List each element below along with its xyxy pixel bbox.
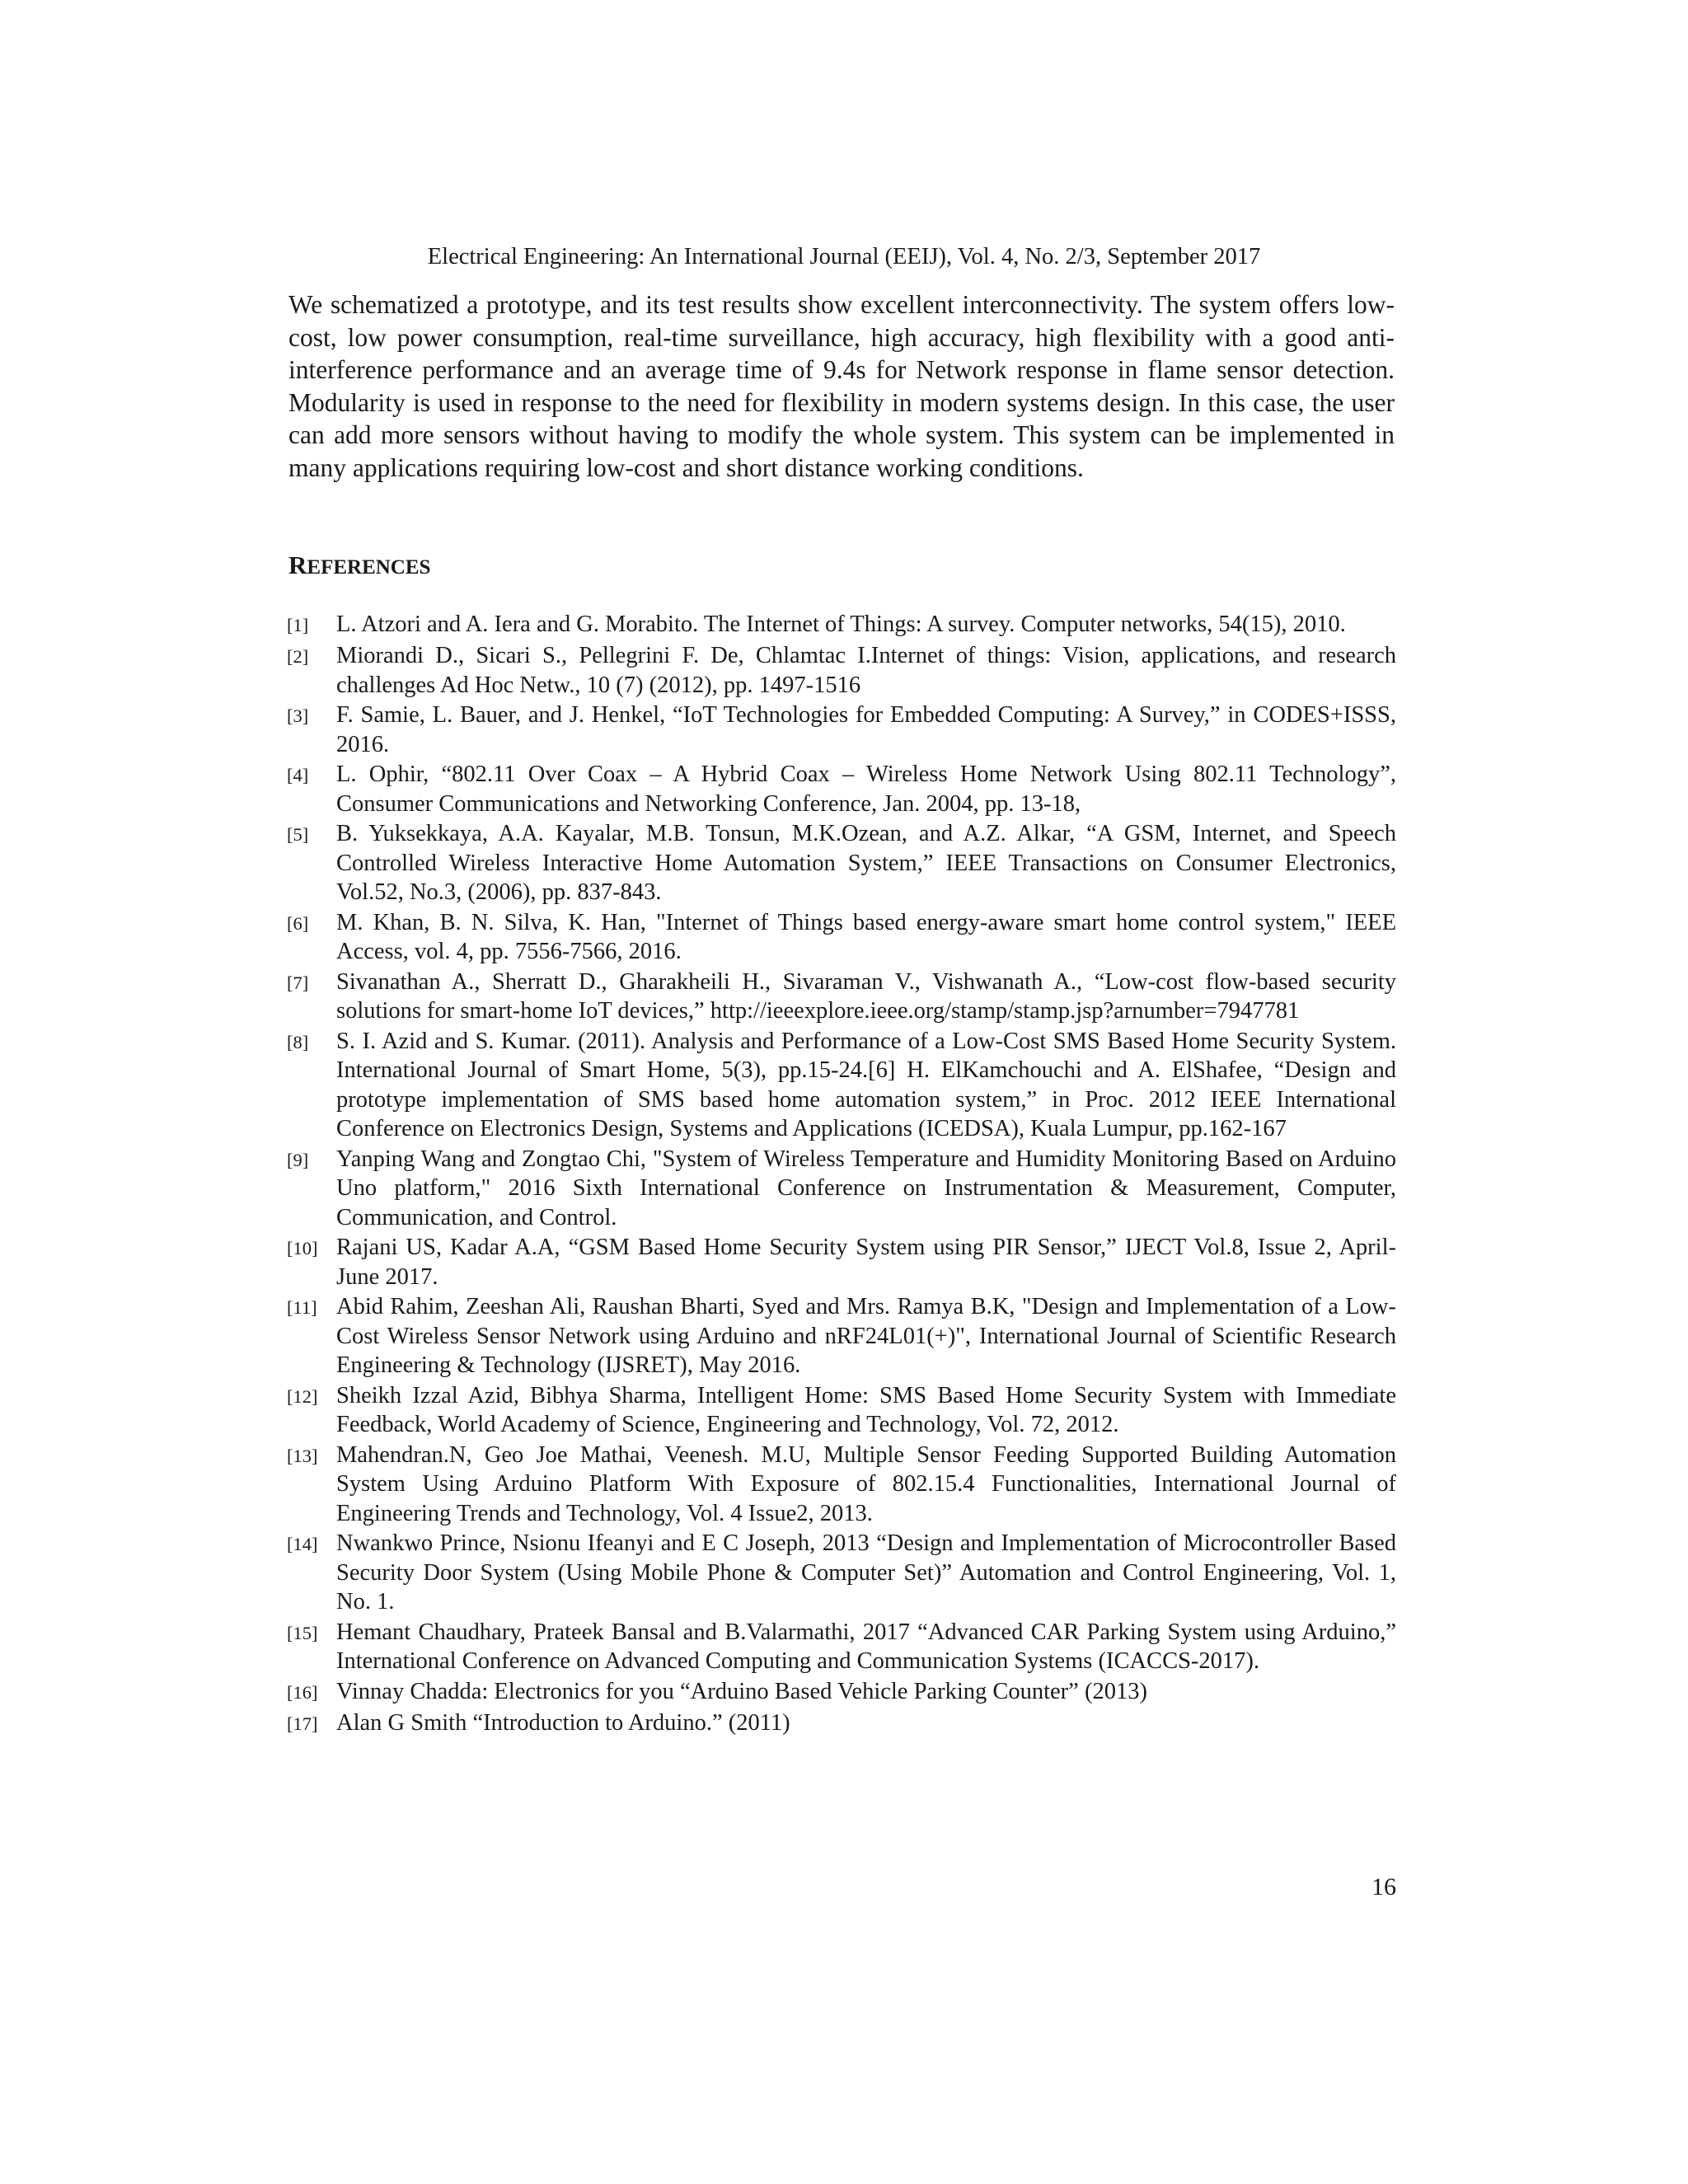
reference-item [287, 1677, 1396, 1708]
reference-text: M. Khan, B. N. Silva, K. Han, "Internet of Things based energy-aware smart home control system," IEEE Access, vol. 4, pp. 7556-7566, 2016. [336, 909, 1396, 964]
reference-item [287, 641, 1396, 700]
reference-item [287, 819, 1396, 907]
reference-item [287, 1708, 1396, 1739]
reference-text: Sivanathan A., Sherratt D., Gharakheili H., Sivaraman V., Vishwanath A., “Low-cost flow-based security solutions for smart-home IoT devices,” http://ieeexplore.ieee.org/stamp/stamp.jsp?arnumber=7947781 [336, 968, 1396, 1024]
reference-text: Hemant Chaudhary, Prateek Bansal and B.Valarmathi, 2017 “Advanced CAR Parking System using Arduino,” International Conference on Advanced Computing and Communication Systems (ICACCS-2017). [336, 1619, 1396, 1674]
reference-text: L. Ophir, “802.11 Over Coax – A Hybrid Coax – Wireless Home Network Using 802.11 Technology”, Consumer Communications and Networking Conference, Jan. 2004, pp. 13-18, [336, 762, 1396, 817]
reference-item [287, 610, 1396, 640]
reference-item [287, 1292, 1396, 1380]
reference-item [287, 701, 1396, 759]
reference-text: Vinnay Chadda: Electronics for you “Arduino Based Vehicle Parking Counter” (2013) [336, 1678, 1147, 1704]
reference-number: [1] [287, 615, 309, 635]
reference-number: [14] [287, 1534, 318, 1554]
reference-number: [3] [287, 705, 309, 726]
reference-number: [16] [287, 1681, 318, 1703]
reference-item [287, 760, 1396, 818]
reference-text: Abid Rahim, Zeeshan Ali, Raushan Bharti, Syed and Mrs. Ramya B.K, "Design and Implementation of a Low-Cost Wireless Sensor Network using Arduino and nRF24L01(+)", International Journal of Scientific Research Engineering & Technology (IJSRET), May 2016. [336, 1294, 1396, 1378]
reference-item [287, 1233, 1396, 1291]
reference-number: [13] [287, 1445, 318, 1466]
reference-text: Sheikh Izzal Azid, Bibhya Sharma, Intelligent Home: SMS Based Home Security System with Immediate Feedback, World Academy of Science, Engineering and Technology, Vol. 72, 2012. [336, 1382, 1396, 1437]
reference-number: [12] [287, 1385, 318, 1407]
reference-text: Miorandi D., Sicari S., Pellegrini F. De, Chlamtac I.Internet of things: Vision, applications, and research challenges Ad Hoc Netw., 10 (7) (2012), pp. 1497-1516 [336, 643, 1396, 698]
reference-text: Rajani US, Kadar A.A, “GSM Based Home Security System using PIR Sensor,” IJECT Vol.8, Issue 2, April-June 2017. [336, 1235, 1396, 1290]
conclusion-paragraph: We schematized a prototype, and its test results show excellent interconnectivity. The system offers low-cost, low power consumption, real-time surveillance, high accuracy, high flexibility with a good anti-interference performance and an average time of 9.4s for Network response in flame sensor detection. Modularity is used in response to the need for flexibility in modern systems design. In this case, the user can add more sensors without having to modify the whole system. This system can be implemented in many applications requiring low-cost and short distance working conditions. [288, 290, 1395, 482]
reference-item [287, 1381, 1396, 1440]
reference-number: [8] [287, 1031, 309, 1052]
reference-item [287, 908, 1396, 967]
reference-number: [4] [287, 765, 309, 785]
reference-item [287, 1027, 1396, 1144]
reference-number: [2] [287, 646, 309, 667]
references-heading-initial: R [288, 551, 307, 579]
reference-number: [7] [287, 972, 309, 993]
reference-list [287, 610, 1396, 1740]
reference-text: Alan G Smith “Introduction to Arduino.” (2011) [336, 1709, 790, 1736]
reference-text: F. Samie, L. Bauer, and J. Henkel, “IoT Technologies for Embedded Computing: A Survey,” in CODES+ISSS, 2016. [336, 702, 1396, 757]
reference-text: S. I. Azid and S. Kumar. (2011). Analysis and Performance of a Low-Cost SMS Based Home Security System. International Journal of Smart Home, 5(3), pp.15-24.[6] H. ElKamchouchi and A. ElShafee, “Design and prototype implementation of SMS based home automation system,” in Proc. 2012 IEEE International Conference on Electronics Design, Systems and Applications (ICEDSA), Kuala Lumpur, pp.162-167 [336, 1028, 1396, 1141]
reference-number: [6] [287, 912, 309, 934]
reference-number: [10] [287, 1238, 318, 1258]
reference-text: Yanping Wang and Zongtao Chi, "System of Wireless Temperature and Humidity Monitoring Based on Arduino Uno platform," 2016 Sixth International Conference on Instrumentation & Measurement, Computer, Communication, and Control. [336, 1146, 1396, 1230]
reference-text: B. Yuksekkaya, A.A. Kayalar, M.B. Tonsun, M.K.Ozean, and A.Z. Alkar, “A GSM, Internet, and Speech Controlled Wireless Interactive Home Automation System,” IEEE Transactions on Consumer Electronics, Vol.52, No.3, (2006), pp. 837-843. [336, 821, 1396, 905]
running-header: Electrical Engineering: An International Journal (EEIJ), Vol. 4, No. 2/3, September 2017 [427, 244, 1261, 269]
reference-text: Mahendran.N, Geo Joe Mathai, Veenesh. M.U, Multiple Sensor Feeding Supported Building Automation System Using Arduino Platform With Exposure of 802.15.4 Functionalities, International Journal of Engineering Trends and Technology, Vol. 4 Issue2, 2013. [336, 1441, 1396, 1526]
reference-number: [17] [287, 1713, 318, 1734]
reference-item [287, 1145, 1396, 1233]
page-number: 16 [1372, 1873, 1396, 1900]
reference-number: [5] [287, 824, 309, 845]
reference-number: [9] [287, 1149, 309, 1170]
reference-number: [11] [287, 1297, 317, 1318]
reference-item [287, 1618, 1396, 1676]
references-heading-rest: EFERENCES [307, 556, 431, 579]
reference-item [287, 968, 1396, 1026]
reference-item [287, 1441, 1396, 1529]
reference-number: [15] [287, 1622, 318, 1643]
references-heading [288, 549, 430, 584]
reference-item [287, 1529, 1396, 1617]
reference-text: L. Atzori and A. Iera and G. Morabito. The Internet of Things: A survey. Computer networks, 54(15), 2010. [336, 612, 1346, 637]
reference-text: Nwankwo Prince, Nsionu Ifeanyi and E C Joseph, 2013 “Design and Implementation of Microcontroller Based Security Door System (Using Mobile Phone & Computer Set)” Automation and Control Engineering, Vol. 1, No. 1. [336, 1530, 1396, 1615]
